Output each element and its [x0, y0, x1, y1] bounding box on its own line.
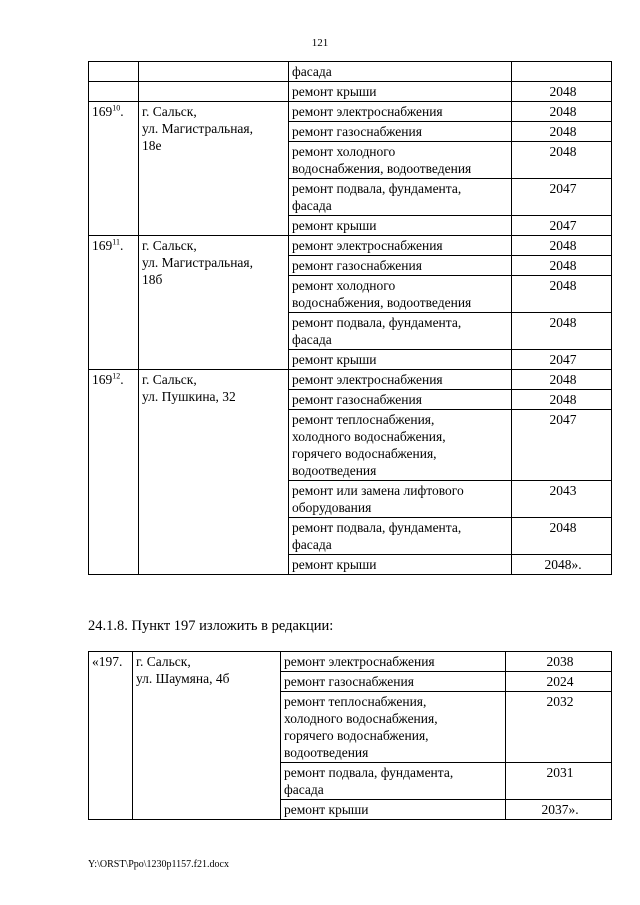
- year-cell: 2043: [512, 481, 612, 518]
- item-number-cell: [89, 370, 139, 575]
- cell-line: 18б: [142, 272, 163, 287]
- cell-line: водоотведения: [292, 463, 377, 478]
- address-cell: [139, 236, 289, 370]
- item-number-superscript: 10: [112, 103, 121, 113]
- cell-line: ремонт крыши: [292, 218, 377, 233]
- cell-line: ремонт газоснабжения: [292, 258, 422, 273]
- work-type-cell: [281, 672, 506, 692]
- work-type-cell: [281, 800, 506, 820]
- cell-line: ремонт газоснабжения: [292, 124, 422, 139]
- work-type-cell: [289, 179, 512, 216]
- work-type-cell: фасада: [289, 62, 512, 82]
- address-cell: [139, 370, 289, 575]
- cell-line: фасада: [292, 198, 332, 213]
- work-type-cell: [289, 410, 512, 481]
- item-number-suffix: .: [119, 238, 124, 253]
- cell-line: ремонт подвала, фундамента,: [292, 520, 462, 535]
- cell-line: ремонт газоснабжения: [292, 392, 422, 407]
- year-cell: 2031: [506, 763, 612, 800]
- cell-line: ул. Пушкина, 32: [142, 389, 236, 404]
- year-cell: 2048: [512, 256, 612, 276]
- table-row: [89, 62, 612, 82]
- year-cell: 2048: [512, 142, 612, 179]
- year-cell: 2048».: [512, 555, 612, 575]
- cell-line: г. Сальск,: [142, 372, 197, 387]
- work-type-cell: [289, 236, 512, 256]
- cell-line: ремонт электроснабжения: [292, 238, 443, 253]
- table-row: [89, 652, 612, 672]
- year-cell: 2047: [512, 410, 612, 481]
- year-cell: 2048: [512, 390, 612, 410]
- year-cell: 2047: [512, 350, 612, 370]
- item-number-cell: [89, 82, 139, 102]
- item-number-superscript: 12: [112, 371, 121, 381]
- cell-line: ремонт крыши: [292, 352, 377, 367]
- item-number: 169: [92, 372, 113, 387]
- cell-line: фасада: [292, 537, 332, 552]
- cell-line: ремонт подвала, фундамента,: [292, 315, 462, 330]
- item-number: «197.: [92, 654, 123, 669]
- work-type-cell: [289, 481, 512, 518]
- year-cell: 2048: [512, 82, 612, 102]
- item-197-table: [88, 651, 612, 820]
- table-row: [89, 82, 612, 102]
- year-cell: 2032: [506, 692, 612, 763]
- year-cell: 2047: [512, 179, 612, 216]
- cell-line: водоснабжения, водоотведения: [292, 295, 472, 310]
- page-number: 121: [311, 37, 329, 49]
- work-type-cell: [281, 763, 506, 800]
- year-cell: 2048: [512, 236, 612, 256]
- cell-line: водоснабжения, водоотведения: [292, 161, 472, 176]
- cell-line: ул. Магистральная,: [142, 255, 254, 270]
- cell-line: ремонт холодного: [292, 278, 396, 293]
- year-cell: 2048: [512, 122, 612, 142]
- address-cell: [139, 102, 289, 236]
- cell-line: фасада: [284, 782, 324, 797]
- item-number-cell: [89, 236, 139, 370]
- cell-line: горячего водоснабжения,: [284, 728, 429, 743]
- year-cell: [512, 62, 612, 82]
- work-type-cell: ремонт крыши: [289, 82, 512, 102]
- year-cell: 2038: [506, 652, 612, 672]
- work-type-cell: [289, 555, 512, 575]
- cell-line: ремонт электроснабжения: [292, 372, 443, 387]
- cell-line: ул. Шаумяна, 4б: [136, 671, 230, 686]
- cell-line: водоотведения: [284, 745, 369, 760]
- item-number: 169: [92, 238, 113, 253]
- cell-line: ремонт крыши: [284, 802, 369, 817]
- cell-line: ремонт подвала, фундамента,: [292, 181, 462, 196]
- work-type-cell: [289, 390, 512, 410]
- item-number-cell: [89, 652, 133, 820]
- address-cell: [139, 82, 289, 102]
- item-number-suffix: .: [120, 104, 124, 119]
- work-type-cell: [289, 102, 512, 122]
- cell-line: ремонт теплоснабжения,: [284, 694, 427, 709]
- work-type-cell: [289, 122, 512, 142]
- cell-line: г. Сальск,: [142, 238, 197, 253]
- cell-line: г. Сальск,: [136, 654, 191, 669]
- cell-line: ремонт подвала, фундамента,: [284, 765, 454, 780]
- work-type-cell: [289, 216, 512, 236]
- year-cell: 2048: [512, 313, 612, 350]
- item-number: 169: [92, 104, 113, 119]
- item-number-suffix: .: [120, 372, 124, 387]
- cell-line: горячего водоснабжения,: [292, 446, 437, 461]
- item-number-superscript: 11: [112, 237, 120, 247]
- year-cell: 2048: [512, 102, 612, 122]
- work-type-cell: [289, 370, 512, 390]
- work-type-cell: [289, 142, 512, 179]
- work-type-cell: [281, 652, 506, 672]
- footer-file-path: Y:\ORST\Ppo\1230p1157.f21.docx: [88, 859, 229, 870]
- item-number-cell: [89, 102, 139, 236]
- work-type-cell: [289, 313, 512, 350]
- cell-line: ул. Магистральная,: [142, 121, 254, 136]
- year-cell: 2024: [506, 672, 612, 692]
- table-row: [89, 236, 612, 256]
- work-type-cell: [289, 276, 512, 313]
- cell-line: ремонт крыши: [292, 557, 377, 572]
- year-cell: 2048: [512, 518, 612, 555]
- cell-line: холодного водоснабжения,: [292, 429, 446, 444]
- address-cell: [133, 652, 281, 820]
- cell-line: ремонт газоснабжения: [284, 674, 414, 689]
- work-type-cell: [289, 518, 512, 555]
- year-cell: 2037».: [506, 800, 612, 820]
- cell-line: ремонт или замена лифтового: [292, 483, 464, 498]
- cell-line: ремонт теплоснабжения,: [292, 412, 435, 427]
- work-type-cell: [289, 256, 512, 276]
- renovation-schedule-table: [88, 61, 612, 575]
- cell-line: ремонт электроснабжения: [292, 104, 443, 119]
- cell-line: 18е: [142, 138, 162, 153]
- cell-line: ремонт электроснабжения: [284, 654, 435, 669]
- cell-line: ремонт холодного: [292, 144, 396, 159]
- address-cell: [139, 62, 289, 82]
- item-number-cell: [89, 62, 139, 82]
- year-cell: 2047: [512, 216, 612, 236]
- table-row: [89, 370, 612, 390]
- cell-line: г. Сальск,: [142, 104, 197, 119]
- work-type-cell: [281, 692, 506, 763]
- section-heading: 24.1.8. Пункт 197 изложить в редакции:: [88, 618, 334, 634]
- cell-line: фасада: [292, 332, 332, 347]
- year-cell: 2048: [512, 370, 612, 390]
- work-type-cell: [289, 350, 512, 370]
- cell-line: оборудования: [292, 500, 372, 515]
- year-cell: 2048: [512, 276, 612, 313]
- table-row: [89, 102, 612, 122]
- cell-line: холодного водоснабжения,: [284, 711, 438, 726]
